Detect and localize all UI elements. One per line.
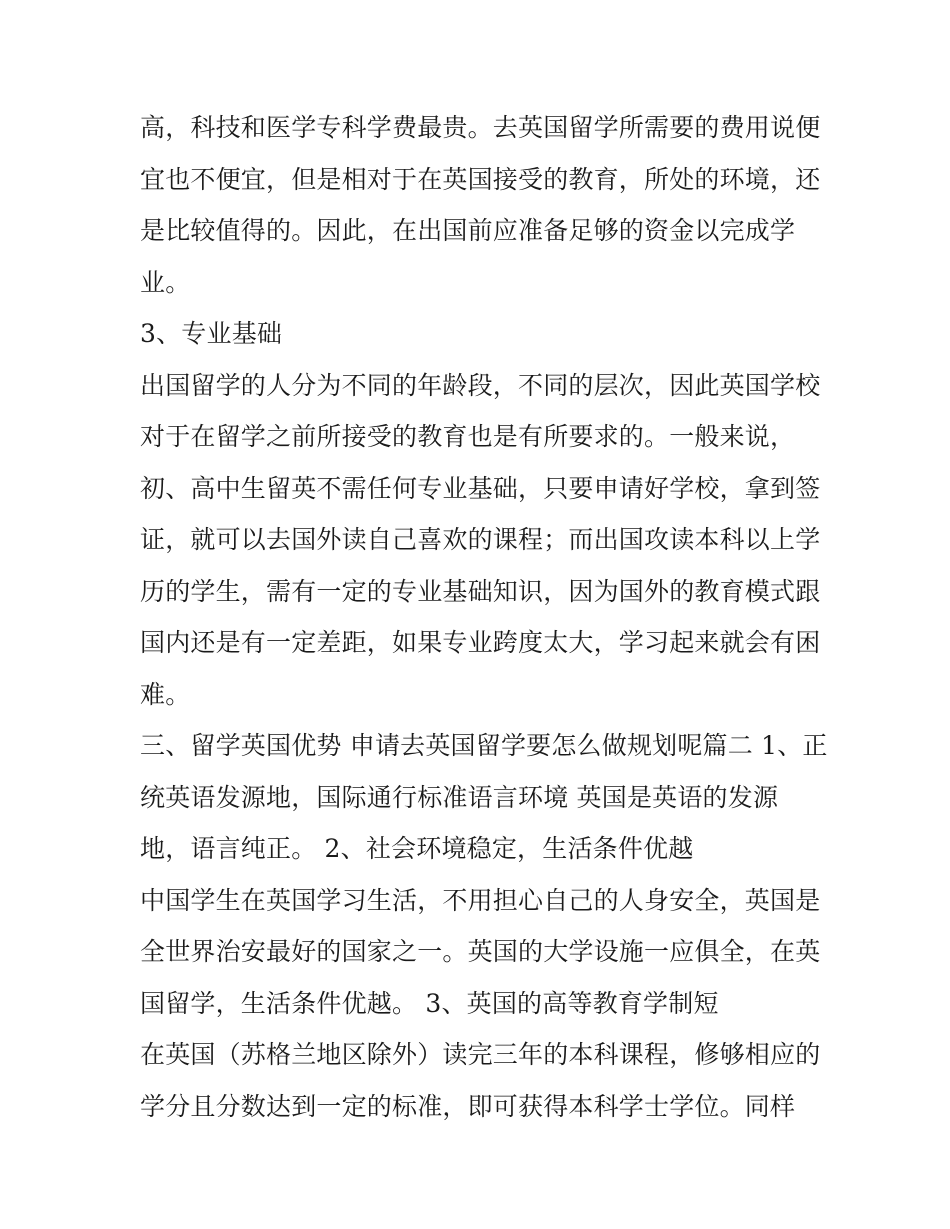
text-line: 中国学生在英国学习生活，不用担心自己的人身安全，英国是	[140, 886, 821, 915]
text-line: 证，就可以去国外读自己喜欢的课程；而出国攻读本科以上学	[140, 525, 821, 554]
text-line: 地，语言纯正。 2、社会环境稳定，生活条件优越	[140, 834, 694, 863]
text-line: 初、高中生留英不需任何专业基础，只要申请好学校，拿到签	[140, 474, 821, 503]
text-line: 宜也不便宜，但是相对于在英国接受的教育，所处的环境，还	[140, 165, 821, 194]
text-line: 国内还是有一定差距，如果专业跨度太大，学习起来就会有困	[140, 628, 821, 657]
text-line: 对于在留学之前所接受的教育也是有所要求的。一般来说，	[140, 422, 796, 451]
text-line: 在英国（苏格兰地区除外）读完三年的本科课程，修够相应的	[140, 1040, 821, 1069]
text-line: 业。	[140, 268, 191, 297]
text-line: 历的学生，需有一定的专业基础知识，因为国外的教育模式跟	[140, 577, 821, 606]
text-line: 统英语发源地，国际通行标准语言环境 英国是英语的发源	[140, 783, 779, 812]
text-line: 国留学，生活条件优越。 3、英国的高等教育学制短	[140, 989, 719, 1018]
text-line: 出国留学的人分为不同的年龄段，不同的层次，因此英国学校	[140, 371, 821, 400]
text-line: 难。	[140, 680, 191, 709]
text-line: 全世界治安最好的国家之一。英国的大学设施一应俱全，在英	[140, 937, 821, 966]
section-heading: 三、留学英国优势 申请去英国留学要怎么做规划呢篇二 1、正	[140, 731, 828, 760]
text-line: 高，科技和医学专科学费最贵。去英国留学所需要的费用说便	[140, 113, 821, 142]
text-line: 是比较值得的。因此，在出国前应准备足够的资金以完成学	[140, 216, 796, 245]
text-line: 学分且分数达到一定的标准，即可获得本科学士学位。同样	[140, 1092, 796, 1121]
section-heading: 3、专业基础	[140, 319, 283, 348]
